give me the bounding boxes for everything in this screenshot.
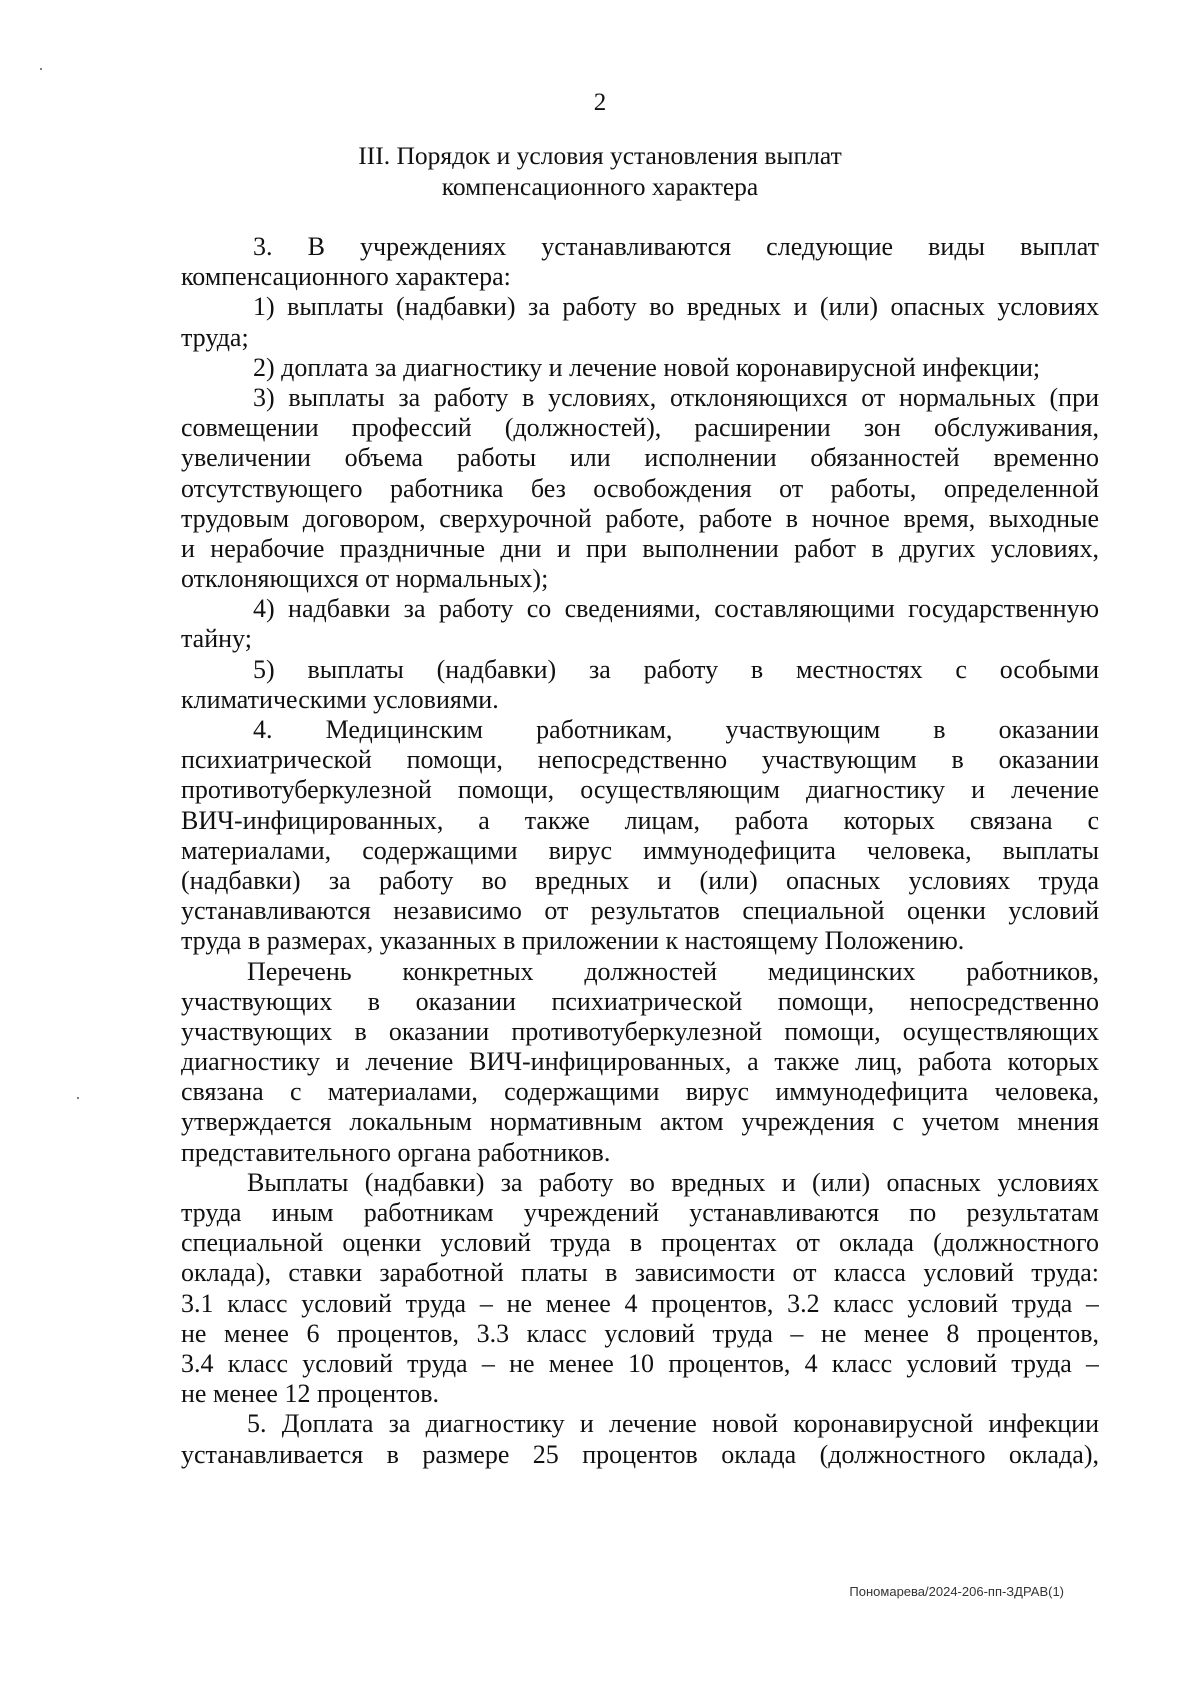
text-line: труда в размерах, указанных в приложении к настоящему Положению. bbox=[181, 926, 965, 956]
text-line: не менее 12 процентов. bbox=[181, 1379, 440, 1409]
document-body bbox=[181, 232, 1099, 1470]
text-line: 3) выплаты за работу в условиях, отклоняющихся от нормальных (при bbox=[253, 382, 1099, 412]
section-title bbox=[0, 140, 1200, 202]
text-line: 3. В учреждениях устанавливаются следующие виды выплат bbox=[253, 232, 1099, 261]
text-line: представительного органа работников. bbox=[181, 1137, 611, 1167]
text-line: психиатрической помощи, непосредственно участвующим в оказании bbox=[181, 745, 1099, 775]
text-line: материалами, содержащими вирус иммунодефицита человека, выплаты bbox=[181, 835, 1099, 865]
text-line: утверждается локальным нормативным актом учреждения с учетом мнения bbox=[181, 1107, 1099, 1137]
text-line: труда иным работникам учреждений устанавливаются по результатам bbox=[181, 1198, 1099, 1227]
text-line: устанавливаются независимо от результатов специальной оценки условий bbox=[181, 896, 1099, 926]
text-line: отсутствующего работника без освобождения от работы, определенной bbox=[181, 473, 1099, 503]
text-line: 5) выплаты (надбавки) за работу в местностях с особыми bbox=[253, 654, 1099, 684]
text-line: 1) выплаты (надбавки) за работу во вредных и (или) опасных условиях bbox=[253, 292, 1099, 322]
text-line: ВИЧ-инфицированных, а также лицам, работа которых связана с bbox=[181, 805, 1099, 835]
text-line: отклоняющихся от нормальных); bbox=[181, 564, 549, 594]
text-line: противотуберкулезной помощи, осуществляющим диагностику и лечение bbox=[181, 775, 1099, 805]
page-number: 2 bbox=[593, 89, 607, 116]
section-title-line-2: компенсационного характера bbox=[441, 172, 759, 201]
text-line: участвующих в оказании психиатрической помощи, непосредственно bbox=[181, 986, 1099, 1016]
text-line: не менее 6 процентов, 3.3 класс условий труда – не менее 8 процентов, bbox=[181, 1318, 1099, 1348]
text-line: увеличении объема работы или исполнении обязанностей временно bbox=[181, 443, 1099, 473]
text-line: тайну; bbox=[181, 624, 252, 654]
text-line: 4) надбавки за работу со сведениями, составляющими государственную bbox=[253, 594, 1099, 624]
text-line: климатическими условиями. bbox=[181, 684, 499, 714]
scan-speck bbox=[40, 68, 42, 70]
text-line: компенсационного характера: bbox=[181, 262, 511, 292]
text-line: 3.1 класс условий труда – не менее 4 процентов, 3.2 класс условий труда – bbox=[181, 1288, 1099, 1318]
text-line: 4. Медицинским работникам, участвующим в оказании bbox=[253, 715, 1099, 744]
text-line: устанавливается в размере 25 процентов оклада (должностного оклада), bbox=[181, 1439, 1099, 1469]
document-code: Пономарева/2024-206-пп-ЗДРАВ(1) bbox=[849, 1584, 1064, 1599]
text-line: диагностику и лечение ВИЧ-инфицированных, а также лиц, работа которых bbox=[181, 1047, 1099, 1077]
text-line: трудовым договором, сверхурочной работе, работе в ночное время, выходные bbox=[181, 503, 1099, 533]
section-title-line-1: III. Порядок и условия установления выплат bbox=[358, 141, 842, 170]
text-line: 2) доплата за диагностику и лечение новой коронавирусной инфекции; bbox=[253, 352, 1041, 382]
text-line: (надбавки) за работу во вредных и (или) опасных условиях труда bbox=[181, 865, 1099, 895]
text-line: Выплаты (надбавки) за работу во вредных и (или) опасных условиях bbox=[247, 1167, 1099, 1197]
text-line: 3.4 класс условий труда – не менее 10 процентов, 4 класс условий труда – bbox=[181, 1348, 1099, 1378]
text-line: оклада), ставки заработной платы в зависимости от класса условий труда: bbox=[181, 1258, 1099, 1288]
text-line: Перечень конкретных должностей медицинских работников, bbox=[247, 956, 1099, 986]
text-line: участвующих в оказании противотуберкулезной помощи, осуществляющих bbox=[181, 1016, 1099, 1046]
text-line: связана с материалами, содержащими вирус иммунодефицита человека, bbox=[181, 1077, 1099, 1107]
text-line: труда; bbox=[181, 322, 249, 352]
text-line: специальной оценки условий труда в процентах от оклада (должностного bbox=[181, 1228, 1099, 1258]
text-line: и нерабочие праздничные дни и при выполнении работ в других условиях, bbox=[181, 533, 1099, 563]
text-line: совмещении профессий (должностей), расширении зон обслуживания, bbox=[181, 413, 1099, 443]
scan-speck bbox=[77, 1097, 79, 1099]
text-line: 5. Доплата за диагностику и лечение новой коронавирусной инфекции bbox=[247, 1409, 1099, 1439]
